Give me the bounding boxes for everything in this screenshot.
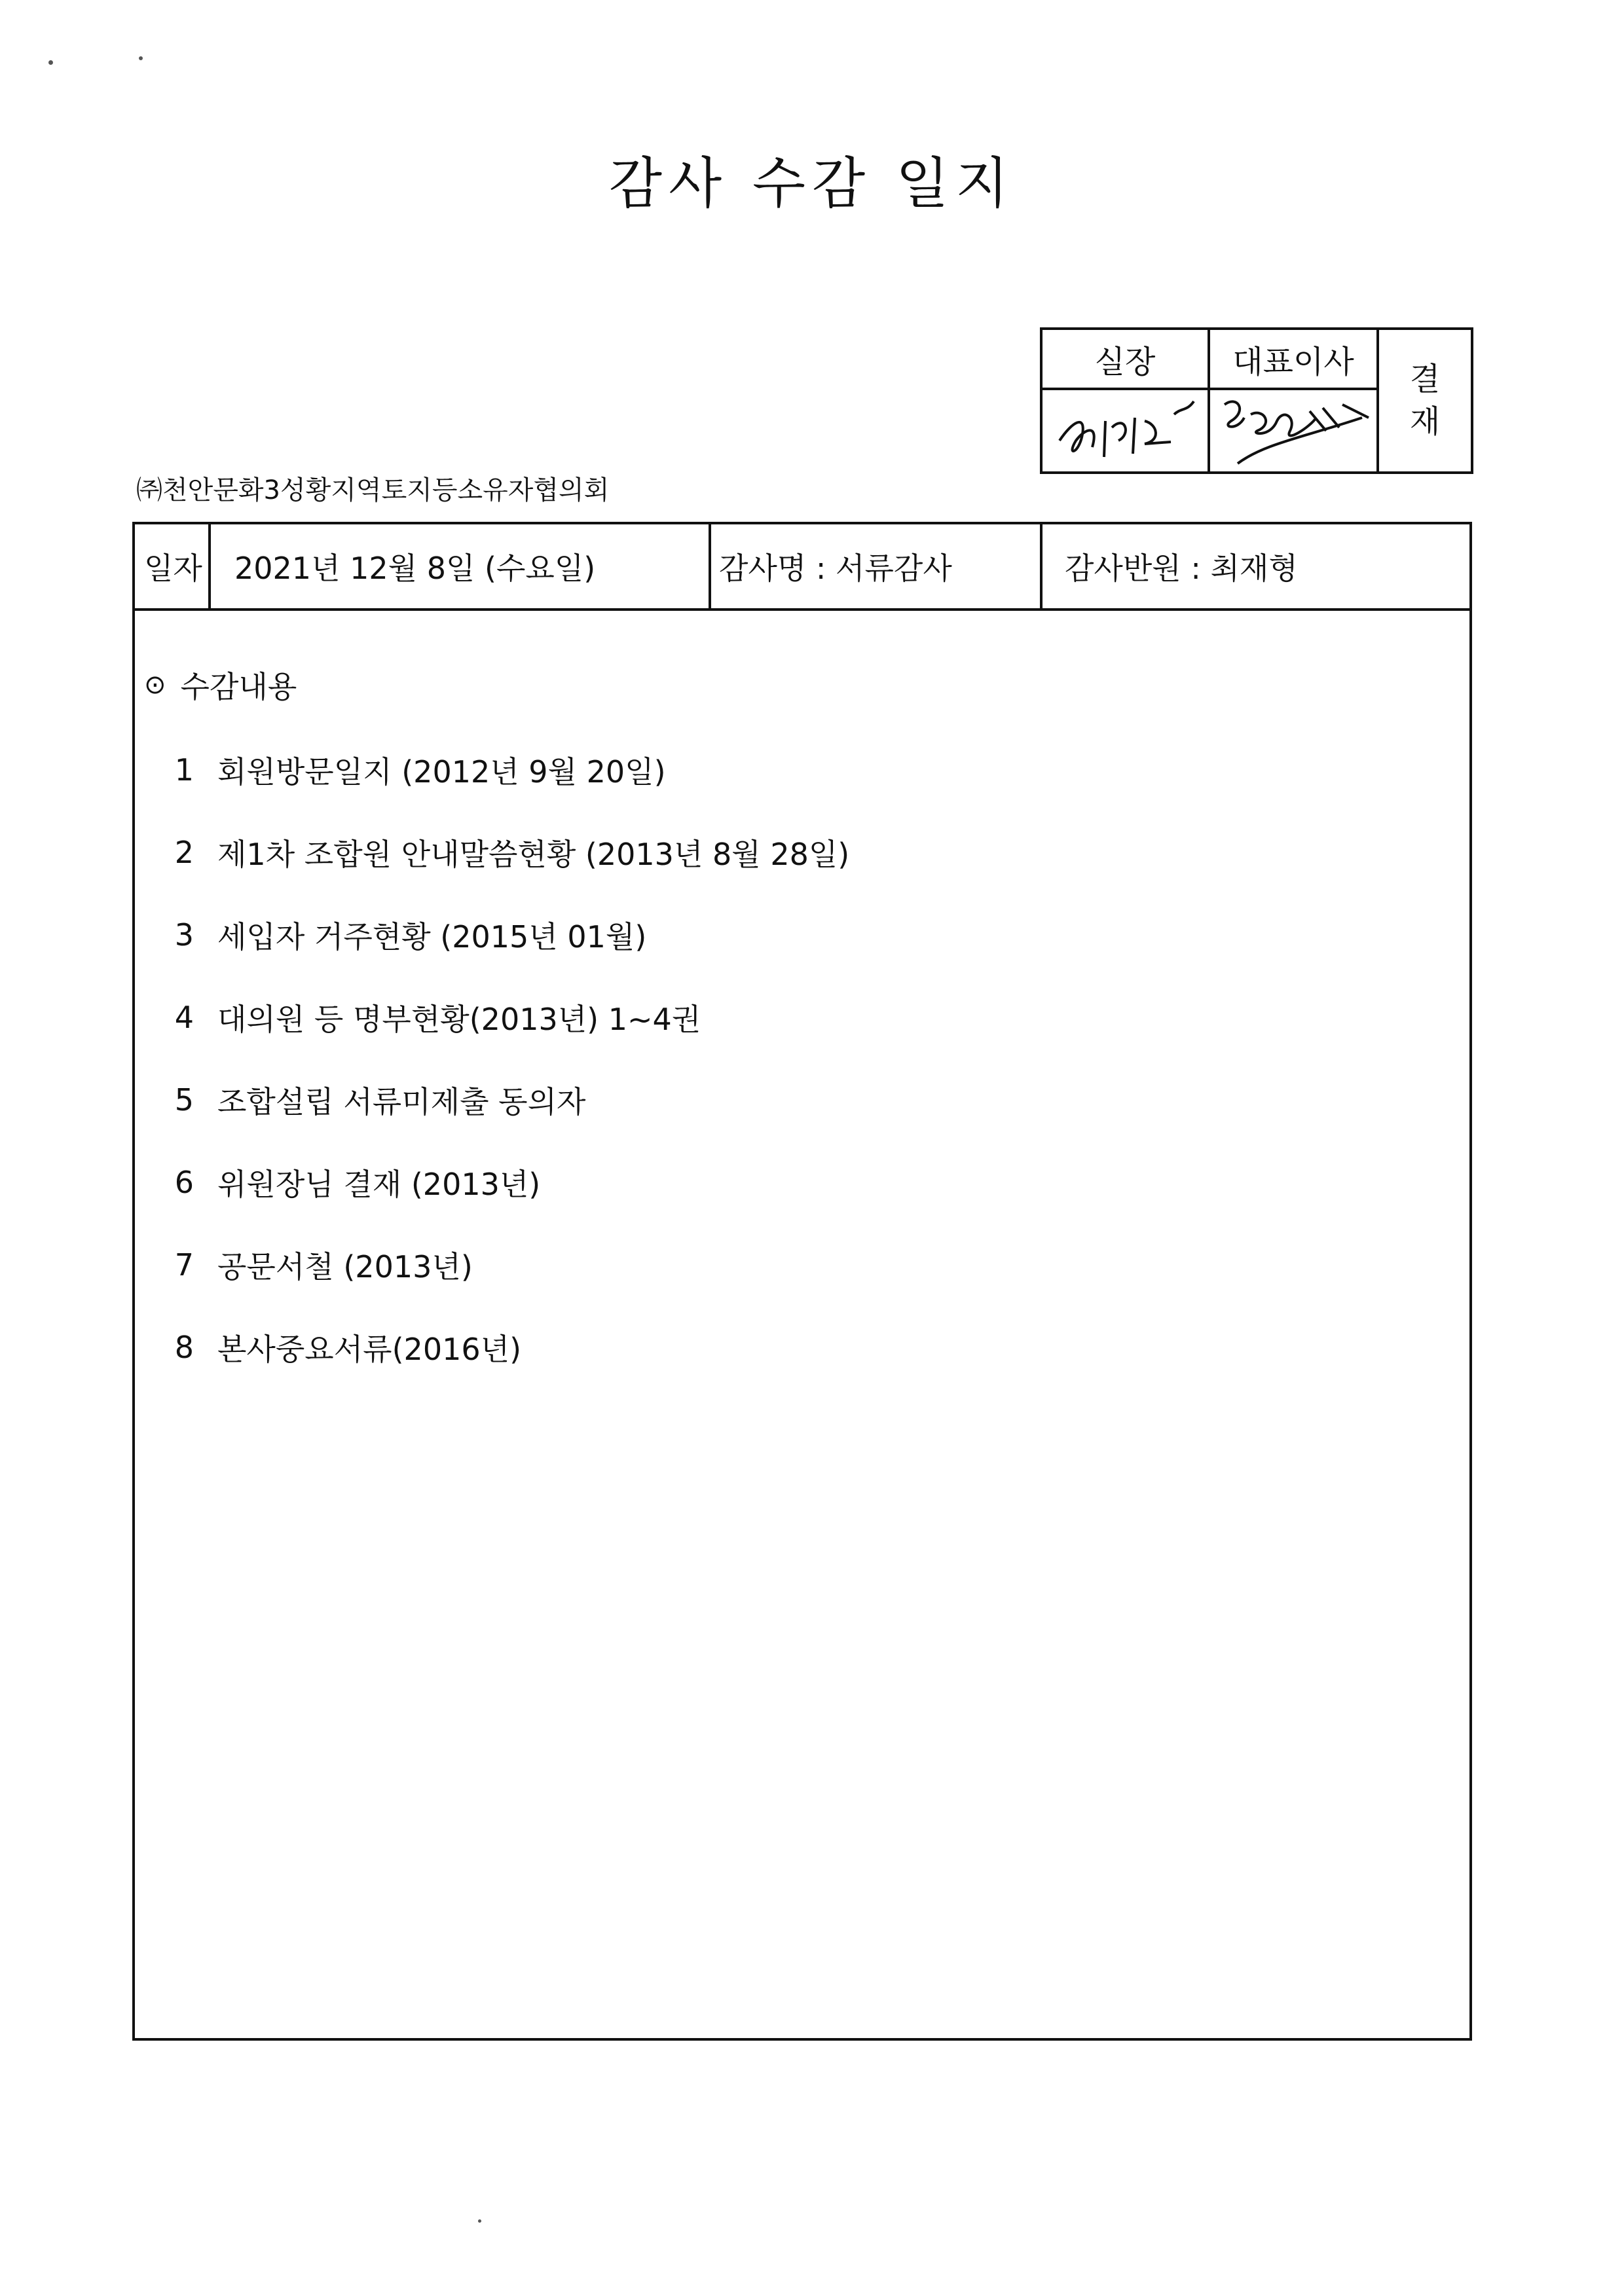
item-number: 6 <box>174 1165 194 1200</box>
list-item <box>135 913 646 957</box>
item-number: 5 <box>174 1082 194 1118</box>
approval-gyeoljae-label <box>1378 329 1472 473</box>
list-item <box>135 1243 473 1286</box>
item-text: 제1차 조합원 안내말씀현황 (2013년 8월 28일) <box>217 837 850 872</box>
organization-name: ㈜천안문화3성황지역토지등소유자협의회 <box>136 475 610 505</box>
scan-speck <box>478 2219 481 2223</box>
divider <box>709 524 711 608</box>
item-number: 2 <box>174 835 194 870</box>
divider <box>208 524 211 608</box>
approval-signature-chief <box>1041 389 1209 473</box>
item-number: 8 <box>174 1330 194 1365</box>
approval-role-chief: 실장 <box>1041 329 1209 389</box>
approval-signature-ceo <box>1209 389 1378 473</box>
handwritten-signature-chief <box>1046 395 1204 467</box>
content-heading-label: 수감내용 <box>180 669 297 704</box>
gyeoljae-char-2: 재 <box>1409 403 1441 440</box>
list-item <box>135 831 849 874</box>
item-text: 위원장님 결재 (2013년) <box>217 1167 541 1202</box>
item-text: 공문서철 (2013년) <box>217 1249 473 1285</box>
content-heading <box>144 663 297 706</box>
item-number: 7 <box>174 1247 194 1283</box>
date-label: 일자 <box>144 551 202 586</box>
list-item <box>135 1326 521 1369</box>
divider <box>1040 524 1043 608</box>
audit-name: 감사명 : 서류감사 <box>719 551 952 586</box>
list-item <box>135 996 701 1039</box>
date-value: 2021년 12월 8일 (수요일) <box>234 551 596 586</box>
scan-speck <box>139 56 143 60</box>
list-item <box>135 1161 540 1204</box>
list-item <box>135 748 666 792</box>
item-text: 회원방문일지 (2012년 9월 20일) <box>217 754 666 790</box>
scan-speck <box>48 60 53 65</box>
list-item <box>135 1078 585 1121</box>
item-number: 1 <box>174 752 194 788</box>
approval-stamp-box <box>1040 327 1473 474</box>
circle-dot-icon: ⊙ <box>144 670 166 700</box>
item-number: 3 <box>174 917 194 953</box>
handwritten-signature-ceo <box>1211 392 1375 470</box>
page-title: 감사 수감 일지 <box>608 151 1016 215</box>
item-text: 본사중요서류(2016년) <box>217 1332 522 1367</box>
item-number: 4 <box>174 1000 194 1035</box>
item-text: 대의원 등 명부현황(2013년) 1~4권 <box>217 1002 701 1037</box>
audit-log-form <box>132 522 1472 2041</box>
gyeoljae-char-1: 결 <box>1409 361 1441 398</box>
header-row <box>135 524 1469 611</box>
auditor-name: 감사반원 : 최재형 <box>1065 551 1298 586</box>
approval-role-ceo: 대표이사 <box>1209 329 1378 389</box>
item-text: 조합설립 서류미제출 동의자 <box>217 1084 586 1120</box>
item-text: 세입자 거주현황 (2015년 01월) <box>217 919 647 955</box>
